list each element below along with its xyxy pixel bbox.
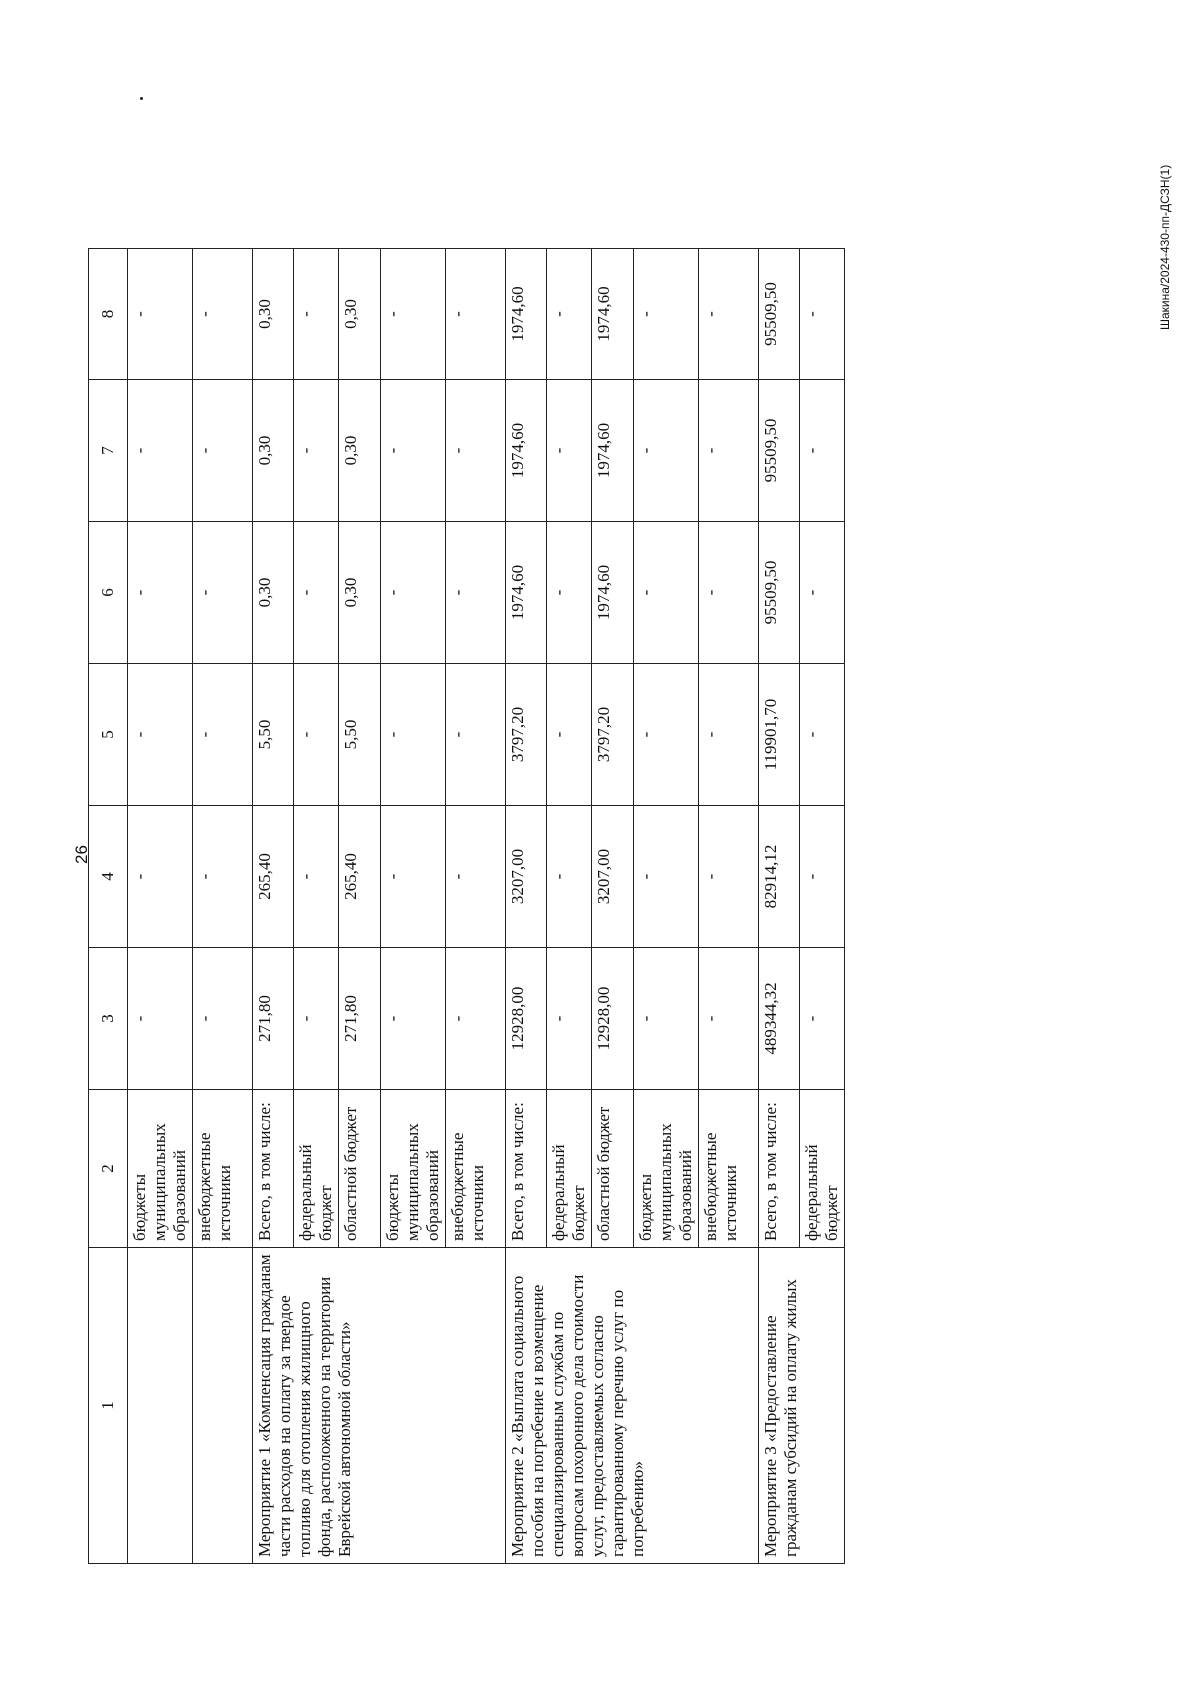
value-cell: 119901,70	[759, 664, 800, 806]
table-row	[193, 249, 253, 1564]
value-cell: -	[547, 806, 592, 948]
value-cell: -	[699, 380, 759, 522]
value-cell: -	[699, 522, 759, 664]
value-cell: -	[381, 380, 446, 522]
value-cell: -	[547, 380, 592, 522]
table-body	[89, 249, 845, 1564]
value-cell: -	[800, 380, 845, 522]
funding-source-cell: внебюджетные источники	[446, 1090, 506, 1248]
funding-source-cell: Всего, в том числе:	[506, 1090, 547, 1248]
document-id: Шакина/2024-430-пп-ДСЗН(1)	[1158, 164, 1172, 330]
table-row	[759, 249, 800, 1564]
value-cell: -	[381, 948, 446, 1090]
funding-source-cell: областной бюджет	[592, 1090, 634, 1248]
value-cell: -	[294, 380, 339, 522]
value-cell: -	[381, 249, 446, 380]
value-cell: 1974,60	[506, 249, 547, 380]
value-cell: 3797,20	[592, 664, 634, 806]
value-cell: 1974,60	[506, 380, 547, 522]
funding-source-cell: федеральный бюджет	[294, 1090, 339, 1248]
header-cell: 4	[89, 806, 128, 948]
value-cell: -	[193, 380, 253, 522]
value-cell: -	[634, 380, 699, 522]
scan-speck	[140, 97, 143, 100]
value-cell: -	[634, 664, 699, 806]
header-cell: 7	[89, 380, 128, 522]
value-cell: -	[294, 806, 339, 948]
header-cell: 8	[89, 249, 128, 380]
value-cell: -	[634, 806, 699, 948]
value-cell: 1974,60	[592, 380, 634, 522]
funding-source-cell: областной бюджет	[339, 1090, 381, 1248]
value-cell: -	[193, 522, 253, 664]
value-cell: 271,80	[339, 948, 381, 1090]
value-cell: -	[699, 806, 759, 948]
header-cell: 5	[89, 664, 128, 806]
value-cell: -	[193, 948, 253, 1090]
value-cell: -	[800, 249, 845, 380]
value-cell: -	[699, 664, 759, 806]
value-cell: -	[294, 664, 339, 806]
value-cell: -	[193, 249, 253, 380]
value-cell: -	[634, 948, 699, 1090]
table-row	[253, 249, 294, 1564]
value-cell: -	[128, 249, 193, 380]
value-cell: 3797,20	[506, 664, 547, 806]
value-cell: -	[294, 948, 339, 1090]
value-cell: 5,50	[339, 664, 381, 806]
empty-cell	[128, 1248, 193, 1564]
value-cell: 95509,50	[759, 380, 800, 522]
funding-source-cell: бюджеты муниципальных образований	[634, 1090, 699, 1248]
value-cell: -	[446, 664, 506, 806]
value-cell: 265,40	[339, 806, 381, 948]
value-cell: -	[128, 806, 193, 948]
value-cell: -	[381, 664, 446, 806]
measure-name-cell: Мероприятие 3 «Предоставление гражданам субсидий на оплату жилых	[759, 1248, 845, 1564]
header-row	[89, 249, 128, 1564]
value-cell: -	[800, 806, 845, 948]
value-cell: -	[193, 664, 253, 806]
funding-source-cell: бюджеты муниципальных образований	[381, 1090, 446, 1248]
value-cell: -	[446, 380, 506, 522]
value-cell: -	[547, 664, 592, 806]
value-cell: -	[699, 249, 759, 380]
page-number: 26	[72, 845, 91, 864]
value-cell: -	[294, 249, 339, 380]
funding-source-cell: федеральный бюджет	[547, 1090, 592, 1248]
value-cell: -	[446, 806, 506, 948]
value-cell: 82914,12	[759, 806, 800, 948]
value-cell: -	[446, 249, 506, 380]
table-row	[506, 249, 547, 1564]
value-cell: 0,30	[253, 522, 294, 664]
value-cell: -	[634, 249, 699, 380]
value-cell: -	[547, 948, 592, 1090]
value-cell: -	[193, 806, 253, 948]
value-cell: 0,30	[339, 380, 381, 522]
value-cell: 3207,00	[592, 806, 634, 948]
value-cell: 3207,00	[506, 806, 547, 948]
value-cell: 95509,50	[759, 249, 800, 380]
value-cell: -	[800, 664, 845, 806]
value-cell: -	[699, 948, 759, 1090]
value-cell: 0,30	[253, 249, 294, 380]
funding-source-cell: Всего, в том числе:	[253, 1090, 294, 1248]
value-cell: 0,30	[339, 249, 381, 380]
measure-name-cell: Мероприятие 1 «Компенсация гражданам части расходов на оплату за твердое топливо для отопления жилищного фонда, расположенного на территории Еврейской автономной области»	[253, 1248, 506, 1564]
value-cell: 12928,00	[592, 948, 634, 1090]
value-cell: 489344,32	[759, 948, 800, 1090]
value-cell: 12928,00	[506, 948, 547, 1090]
value-cell: 1974,60	[592, 249, 634, 380]
value-cell: 271,80	[253, 948, 294, 1090]
funding-source-cell: бюджеты муниципальных образований	[128, 1090, 193, 1248]
header-cell: 3	[89, 948, 128, 1090]
value-cell: -	[446, 948, 506, 1090]
value-cell: 5,50	[253, 664, 294, 806]
value-cell: -	[128, 664, 193, 806]
value-cell: 265,40	[253, 806, 294, 948]
value-cell: -	[294, 522, 339, 664]
value-cell: -	[381, 806, 446, 948]
value-cell: 0,30	[339, 522, 381, 664]
value-cell: -	[128, 380, 193, 522]
value-cell: 95509,50	[759, 522, 800, 664]
table-row	[128, 249, 193, 1564]
value-cell: -	[800, 948, 845, 1090]
funding-source-cell: федеральный бюджет	[800, 1090, 845, 1248]
value-cell: -	[547, 522, 592, 664]
funding-source-cell: внебюджетные источники	[699, 1090, 759, 1248]
value-cell: -	[547, 249, 592, 380]
header-cell: 2	[89, 1090, 128, 1248]
value-cell: -	[800, 522, 845, 664]
value-cell: -	[446, 522, 506, 664]
value-cell: -	[634, 522, 699, 664]
header-cell: 1	[89, 1248, 128, 1564]
funding-source-cell: внебюджетные источники	[193, 1090, 253, 1248]
measure-name-cell: Мероприятие 2 «Выплата социального пособия на погребение и возмещение специализированным службам по вопросам похоронного дела стоимости услуг, предоставляемых согласно гарантированному перечню услуг по погребению»	[506, 1248, 759, 1564]
header-cell: 6	[89, 522, 128, 664]
funding-source-cell: Всего, в том числе:	[759, 1090, 800, 1248]
value-cell: -	[128, 522, 193, 664]
value-cell: 1974,60	[592, 522, 634, 664]
value-cell: -	[381, 522, 446, 664]
value-cell: 0,30	[253, 380, 294, 522]
value-cell: 1974,60	[506, 522, 547, 664]
funding-table	[88, 248, 845, 1564]
empty-cell	[193, 1248, 253, 1564]
value-cell: -	[128, 948, 193, 1090]
